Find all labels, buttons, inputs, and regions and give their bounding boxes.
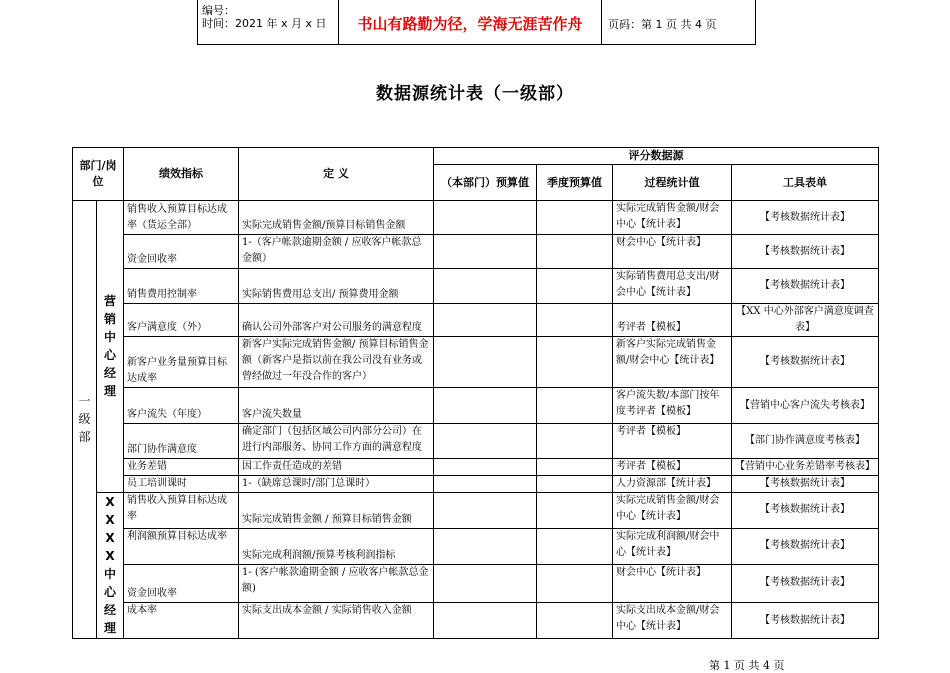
process-cell: 考评者【模板】 xyxy=(613,304,732,337)
header-kpi: 绩效指标 xyxy=(124,148,239,201)
page-header xyxy=(197,0,756,45)
budget-cell xyxy=(434,424,537,459)
kpi-cell: 业务差错 xyxy=(124,459,239,476)
table-row xyxy=(73,201,879,235)
tool-cell: 【考核数据统计表】 xyxy=(732,603,879,639)
budget-cell xyxy=(434,388,537,424)
kpi-cell: 资金回收率 xyxy=(124,235,239,269)
tool-cell: 【XX 中心外部客户满意度调查表】 xyxy=(732,304,879,337)
table-row xyxy=(73,269,879,304)
quarter-budget-cell xyxy=(537,201,613,235)
quarter-budget-cell xyxy=(537,337,613,388)
kpi-cell: 销售收入预算目标达成率（货运全部） xyxy=(124,201,239,235)
quarter-budget-cell xyxy=(537,603,613,639)
process-cell: 实际支出成本金额/财会中心【统计表】 xyxy=(613,603,732,639)
definition-cell: 1- (客户帐款逾期金额 / 应收客户帐款总金额) xyxy=(239,564,434,602)
tool-cell: 【考核数据统计表】 xyxy=(732,235,879,269)
time-label: 时间：2021 年 x 月 x 日 xyxy=(202,17,327,30)
data-source-table xyxy=(72,147,879,639)
quarter-budget-cell xyxy=(537,476,613,493)
process-cell: 财会中心【统计表】 xyxy=(613,564,732,602)
level-label: 一级部 xyxy=(78,394,91,444)
definition-cell: 确认公司外部客户对公司服务的满意程度 xyxy=(239,304,434,337)
header-page-cell xyxy=(602,0,755,44)
tool-cell: 【营销中心业务差错率考核表】 xyxy=(732,459,879,476)
tool-cell: 【部门协作满意度考核表】 xyxy=(732,424,879,459)
header-budget: （本部门）预算值 xyxy=(434,165,537,201)
header-tool: 工具表单 xyxy=(732,165,879,201)
quarter-budget-cell xyxy=(537,269,613,304)
definition-cell: 1-（客户帐款逾期金额 / 应收客户帐款总金额） xyxy=(239,235,434,269)
table-row xyxy=(73,235,879,269)
group-name: 营销中心经理 xyxy=(103,294,116,398)
process-cell: 人力资源部【统计表】 xyxy=(613,476,732,493)
header-score-source: 评分数据源 xyxy=(434,148,879,165)
budget-cell xyxy=(434,603,537,639)
header-process: 过程统计值 xyxy=(613,165,732,201)
kpi-cell: 员工培训课时 xyxy=(124,476,239,493)
tool-cell: 【考核数据统计表】 xyxy=(732,269,879,304)
level-cell xyxy=(73,201,97,639)
table-row xyxy=(73,337,879,388)
process-cell: 财会中心【统计表】 xyxy=(613,235,732,269)
budget-cell xyxy=(434,564,537,602)
kpi-cell: 利润额预算目标达成率 xyxy=(124,528,239,564)
process-cell: 考评者【模板】 xyxy=(613,459,732,476)
quarter-budget-cell xyxy=(537,493,613,529)
quarter-budget-cell xyxy=(537,459,613,476)
table-row xyxy=(73,528,879,564)
kpi-cell: 客户满意度（外） xyxy=(124,304,239,337)
quarter-budget-cell xyxy=(537,424,613,459)
group-name: XXXX中心经理 xyxy=(103,495,116,635)
header-info-cell xyxy=(198,0,339,44)
header-dept: 部门/岗位 xyxy=(73,148,124,201)
table-row xyxy=(73,424,879,459)
tool-cell: 【考核数据统计表】 xyxy=(732,528,879,564)
tool-cell: 【考核数据统计表】 xyxy=(732,493,879,529)
table-row xyxy=(73,603,879,639)
table-row xyxy=(73,459,879,476)
kpi-cell: 成本率 xyxy=(124,603,239,639)
group-name-cell xyxy=(97,201,124,493)
budget-cell xyxy=(434,201,537,235)
page-number-label: 页码：第 1 页 共 4 页 xyxy=(608,18,717,31)
process-cell: 实际完成销售金额/财会中心【统计表】 xyxy=(613,493,732,529)
tool-cell: 【考核数据统计表】 xyxy=(732,476,879,493)
budget-cell xyxy=(434,493,537,529)
header-quarter-budget: 季度预算值 xyxy=(537,165,613,201)
kpi-cell: 客户流失（年度） xyxy=(124,388,239,424)
definition-cell: 实际完成利润额/预算考核利润指标 xyxy=(239,528,434,564)
header-motto-cell xyxy=(339,0,602,44)
quarter-budget-cell xyxy=(537,304,613,337)
kpi-cell: 销售收入预算目标达成率 xyxy=(124,493,239,529)
definition-cell: 因工作责任造成的差错 xyxy=(239,459,434,476)
group-name-cell xyxy=(97,493,124,639)
definition-cell: 实际销售费用总支出/ 预算费用金额 xyxy=(239,269,434,304)
budget-cell xyxy=(434,528,537,564)
page-title: 数据源统计表（一级部） xyxy=(376,84,574,104)
tool-cell: 【营销中心客户流失考核表】 xyxy=(732,388,879,424)
definition-cell: 新客户实际完成销售金额/ 预算目标销售金额（新客户是指以前在我公司没有业务或曾经做过一年没合作的客户） xyxy=(239,337,434,388)
process-cell: 新客户实际完成销售金额/财会中心【统计表】 xyxy=(613,337,732,388)
process-cell: 实际销售费用总支出/财会中心【统计表】 xyxy=(613,269,732,304)
tool-cell: 【考核数据统计表】 xyxy=(732,201,879,235)
process-cell: 实际完成销售金额/财会中心【统计表】 xyxy=(613,201,732,235)
table-row xyxy=(73,564,879,602)
process-cell: 客户流失数/本部门按年度考评者【模板】 xyxy=(613,388,732,424)
definition-cell: 确定部门（包括区域公司内部分公司）在进行内部服务、协同工作方面的满意程度 xyxy=(239,424,434,459)
budget-cell xyxy=(434,269,537,304)
budget-cell xyxy=(434,476,537,493)
tool-cell: 【考核数据统计表】 xyxy=(732,337,879,388)
quarter-budget-cell xyxy=(537,528,613,564)
table-row xyxy=(73,476,879,493)
definition-cell: 实际完成销售金额/预算目标销售金额 xyxy=(239,201,434,235)
definition-cell: 实际完成销售金额 / 预算目标销售金额 xyxy=(239,493,434,529)
quarter-budget-cell xyxy=(537,235,613,269)
budget-cell xyxy=(434,459,537,476)
table-row xyxy=(73,388,879,424)
kpi-cell: 部门协作满意度 xyxy=(124,424,239,459)
header-definition: 定 义 xyxy=(239,148,434,201)
budget-cell xyxy=(434,304,537,337)
process-cell: 实际完成利润额/财会中心【统计表】 xyxy=(613,528,732,564)
page-footer: 第 1 页 共 4 页 xyxy=(709,659,785,672)
table-row xyxy=(73,493,879,529)
process-cell: 考评者【模板】 xyxy=(613,424,732,459)
kpi-cell: 资金回收率 xyxy=(124,564,239,602)
tool-cell: 【考核数据统计表】 xyxy=(732,564,879,602)
quarter-budget-cell xyxy=(537,388,613,424)
kpi-cell: 销售费用控制率 xyxy=(124,269,239,304)
definition-cell: 1-（缺席总课时/部门总课时） xyxy=(239,476,434,493)
number-label: 编号： xyxy=(202,4,235,17)
budget-cell xyxy=(434,235,537,269)
budget-cell xyxy=(434,337,537,388)
motto-text: 书山有路勤为径，学海无涯苦作舟 xyxy=(357,15,583,33)
quarter-budget-cell xyxy=(537,564,613,602)
definition-cell: 客户流失数量 xyxy=(239,388,434,424)
table-row xyxy=(73,304,879,337)
kpi-cell: 新客户业务量预算目标达成率 xyxy=(124,337,239,388)
definition-cell: 实际支出成本金额 / 实际销售收入金额 xyxy=(239,603,434,639)
